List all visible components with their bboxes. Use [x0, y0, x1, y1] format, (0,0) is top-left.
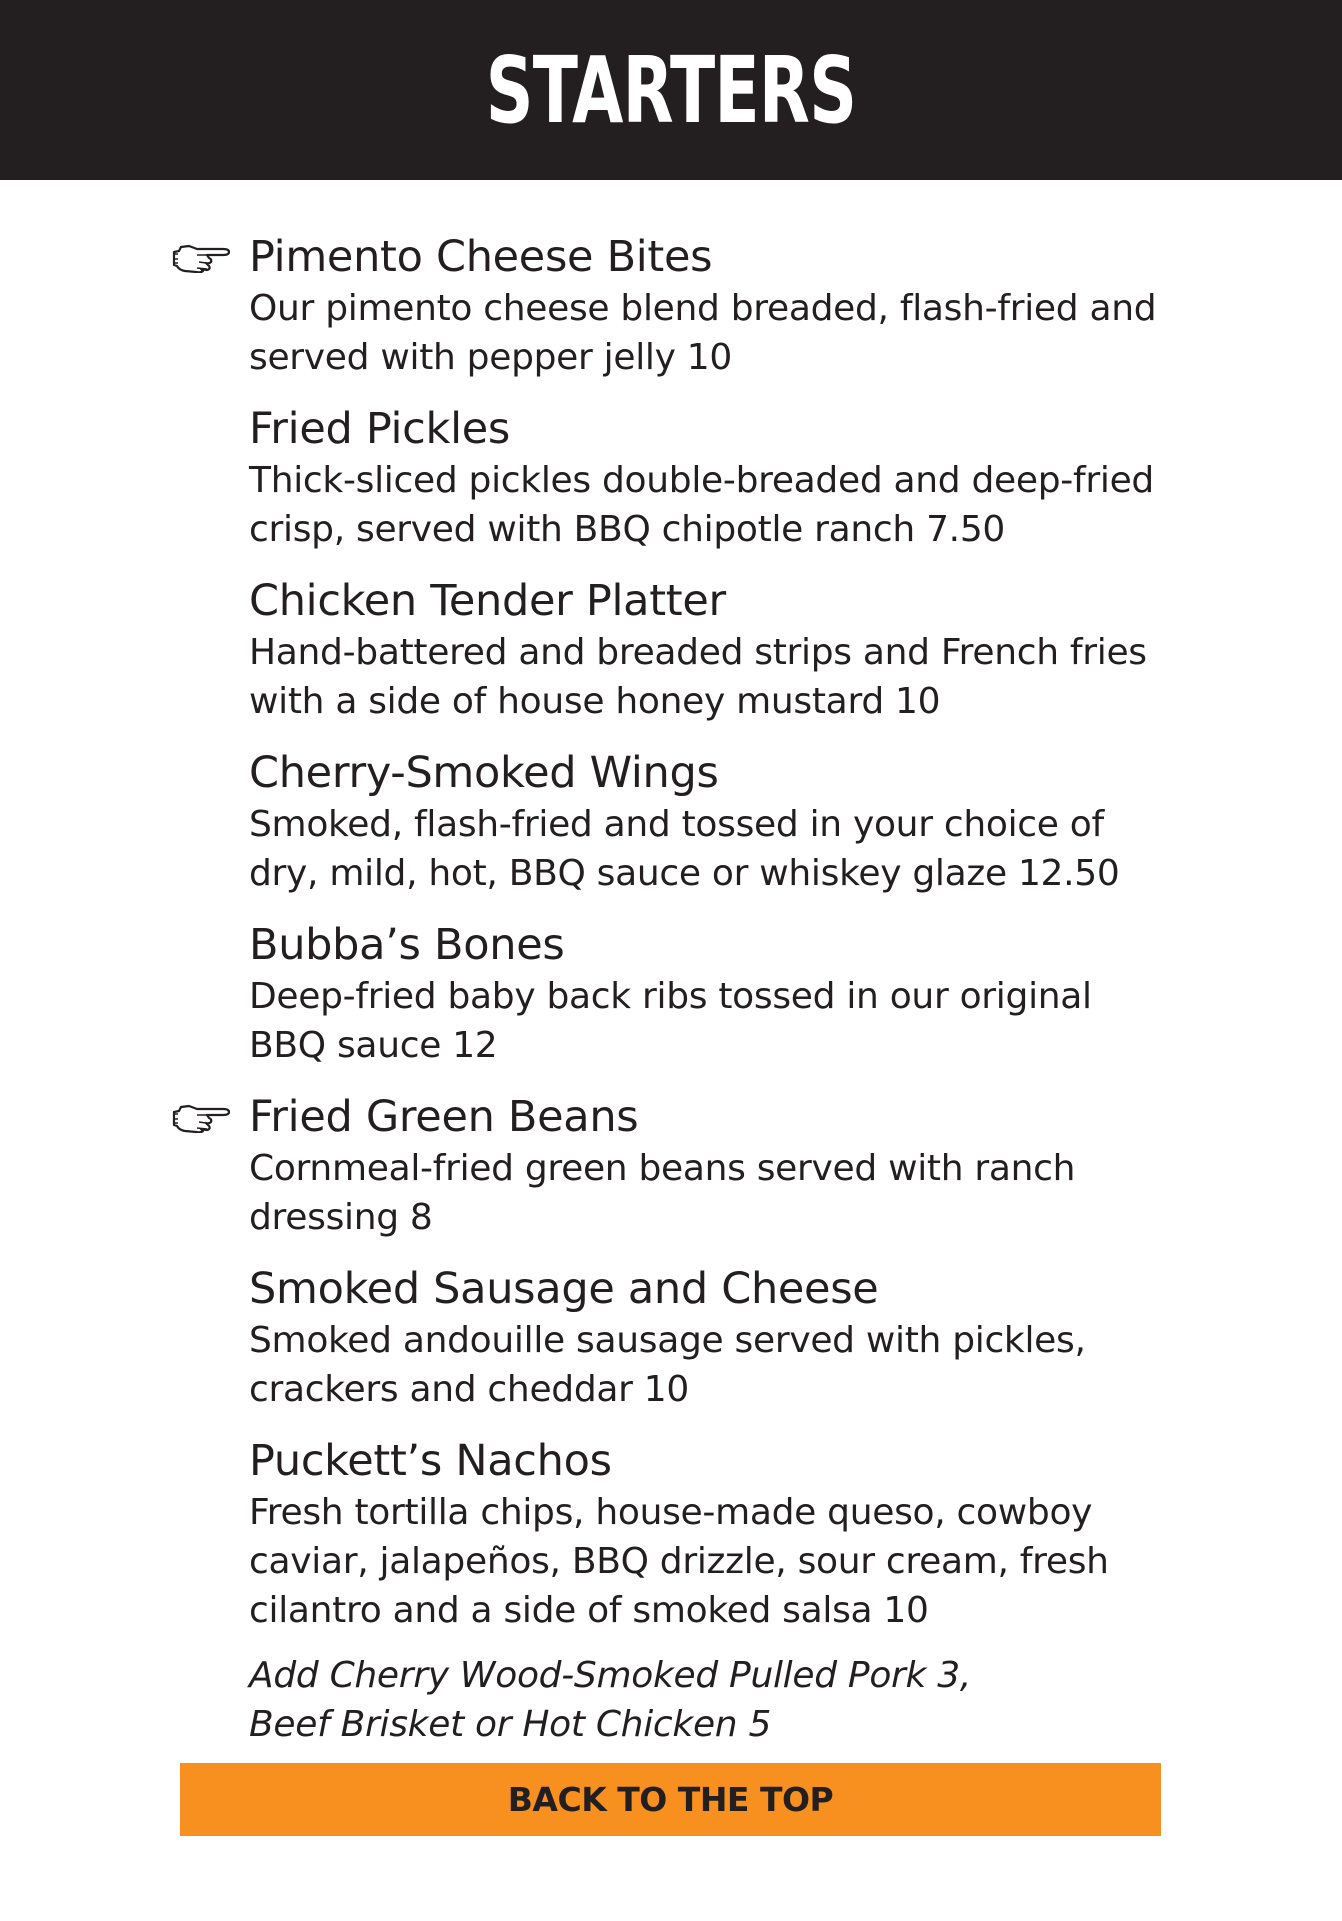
menu-item: [249, 574, 1169, 726]
pointing-hand-icon: [171, 1103, 233, 1133]
item-name: Cherry-Smoked Wings: [249, 748, 719, 798]
item-description: Smoked andouille sausage served with pickles, crackers and cheddar 10: [249, 1320, 1086, 1410]
item-description: Smoked, flash-fried and tossed in your choice of dry, mild, hot, BBQ sauce or whiskey glaze 12.50: [249, 804, 1120, 894]
menu-item: [249, 746, 1169, 898]
header-bar: [0, 0, 1342, 180]
menu-item: [249, 402, 1169, 554]
menu-item: [249, 1434, 1169, 1635]
item-description: Hand-battered and breaded strips and French fries with a side of house honey mustard 10: [249, 632, 1147, 722]
back-to-top-label: BACK TO THE TOP: [507, 1780, 834, 1819]
item-description: Thick-sliced pickles double-breaded and deep-fried crisp, served with BBQ chipotle ranch 7.50: [249, 460, 1154, 550]
menu-list: [249, 230, 1169, 1749]
add-on-note-line: Beef Brisket or Hot Chicken 5: [249, 1704, 772, 1745]
item-name: Puckett’s Nachos: [249, 1436, 612, 1486]
menu-item: [249, 918, 1169, 1070]
item-name: Bubba’s Bones: [249, 920, 565, 970]
item-name: Fried Pickles: [249, 404, 511, 454]
item-name: Smoked Sausage and Cheese: [249, 1264, 879, 1314]
menu-item: [249, 230, 1169, 382]
item-description: Our pimento cheese blend breaded, flash-fried and served with pepper jelly 10: [249, 288, 1157, 378]
item-description: Fresh tortilla chips, house-made queso, cowboy caviar, jalapeños, BBQ drizzle, sour cream, fresh cilantro and a side of smoked salsa 10: [249, 1492, 1109, 1631]
item-description: Deep-fried baby back ribs tossed in our original BBQ sauce 12: [249, 976, 1092, 1066]
page-title: STARTERS: [485, 36, 857, 144]
back-to-top-button[interactable]: [180, 1763, 1161, 1836]
add-on-note: [249, 1651, 1169, 1749]
item-description: Cornmeal-fried green beans served with ranch dressing 8: [249, 1148, 1076, 1238]
menu-item: [249, 1090, 1169, 1242]
item-name: Chicken Tender Platter: [249, 576, 726, 626]
add-on-note-line: Add Cherry Wood-Smoked Pulled Pork 3,: [249, 1655, 971, 1696]
pointing-hand-icon: [171, 243, 233, 273]
item-name: Fried Green Beans: [249, 1092, 639, 1142]
item-name: Pimento Cheese Bites: [249, 232, 713, 282]
menu-item: [249, 1262, 1169, 1414]
